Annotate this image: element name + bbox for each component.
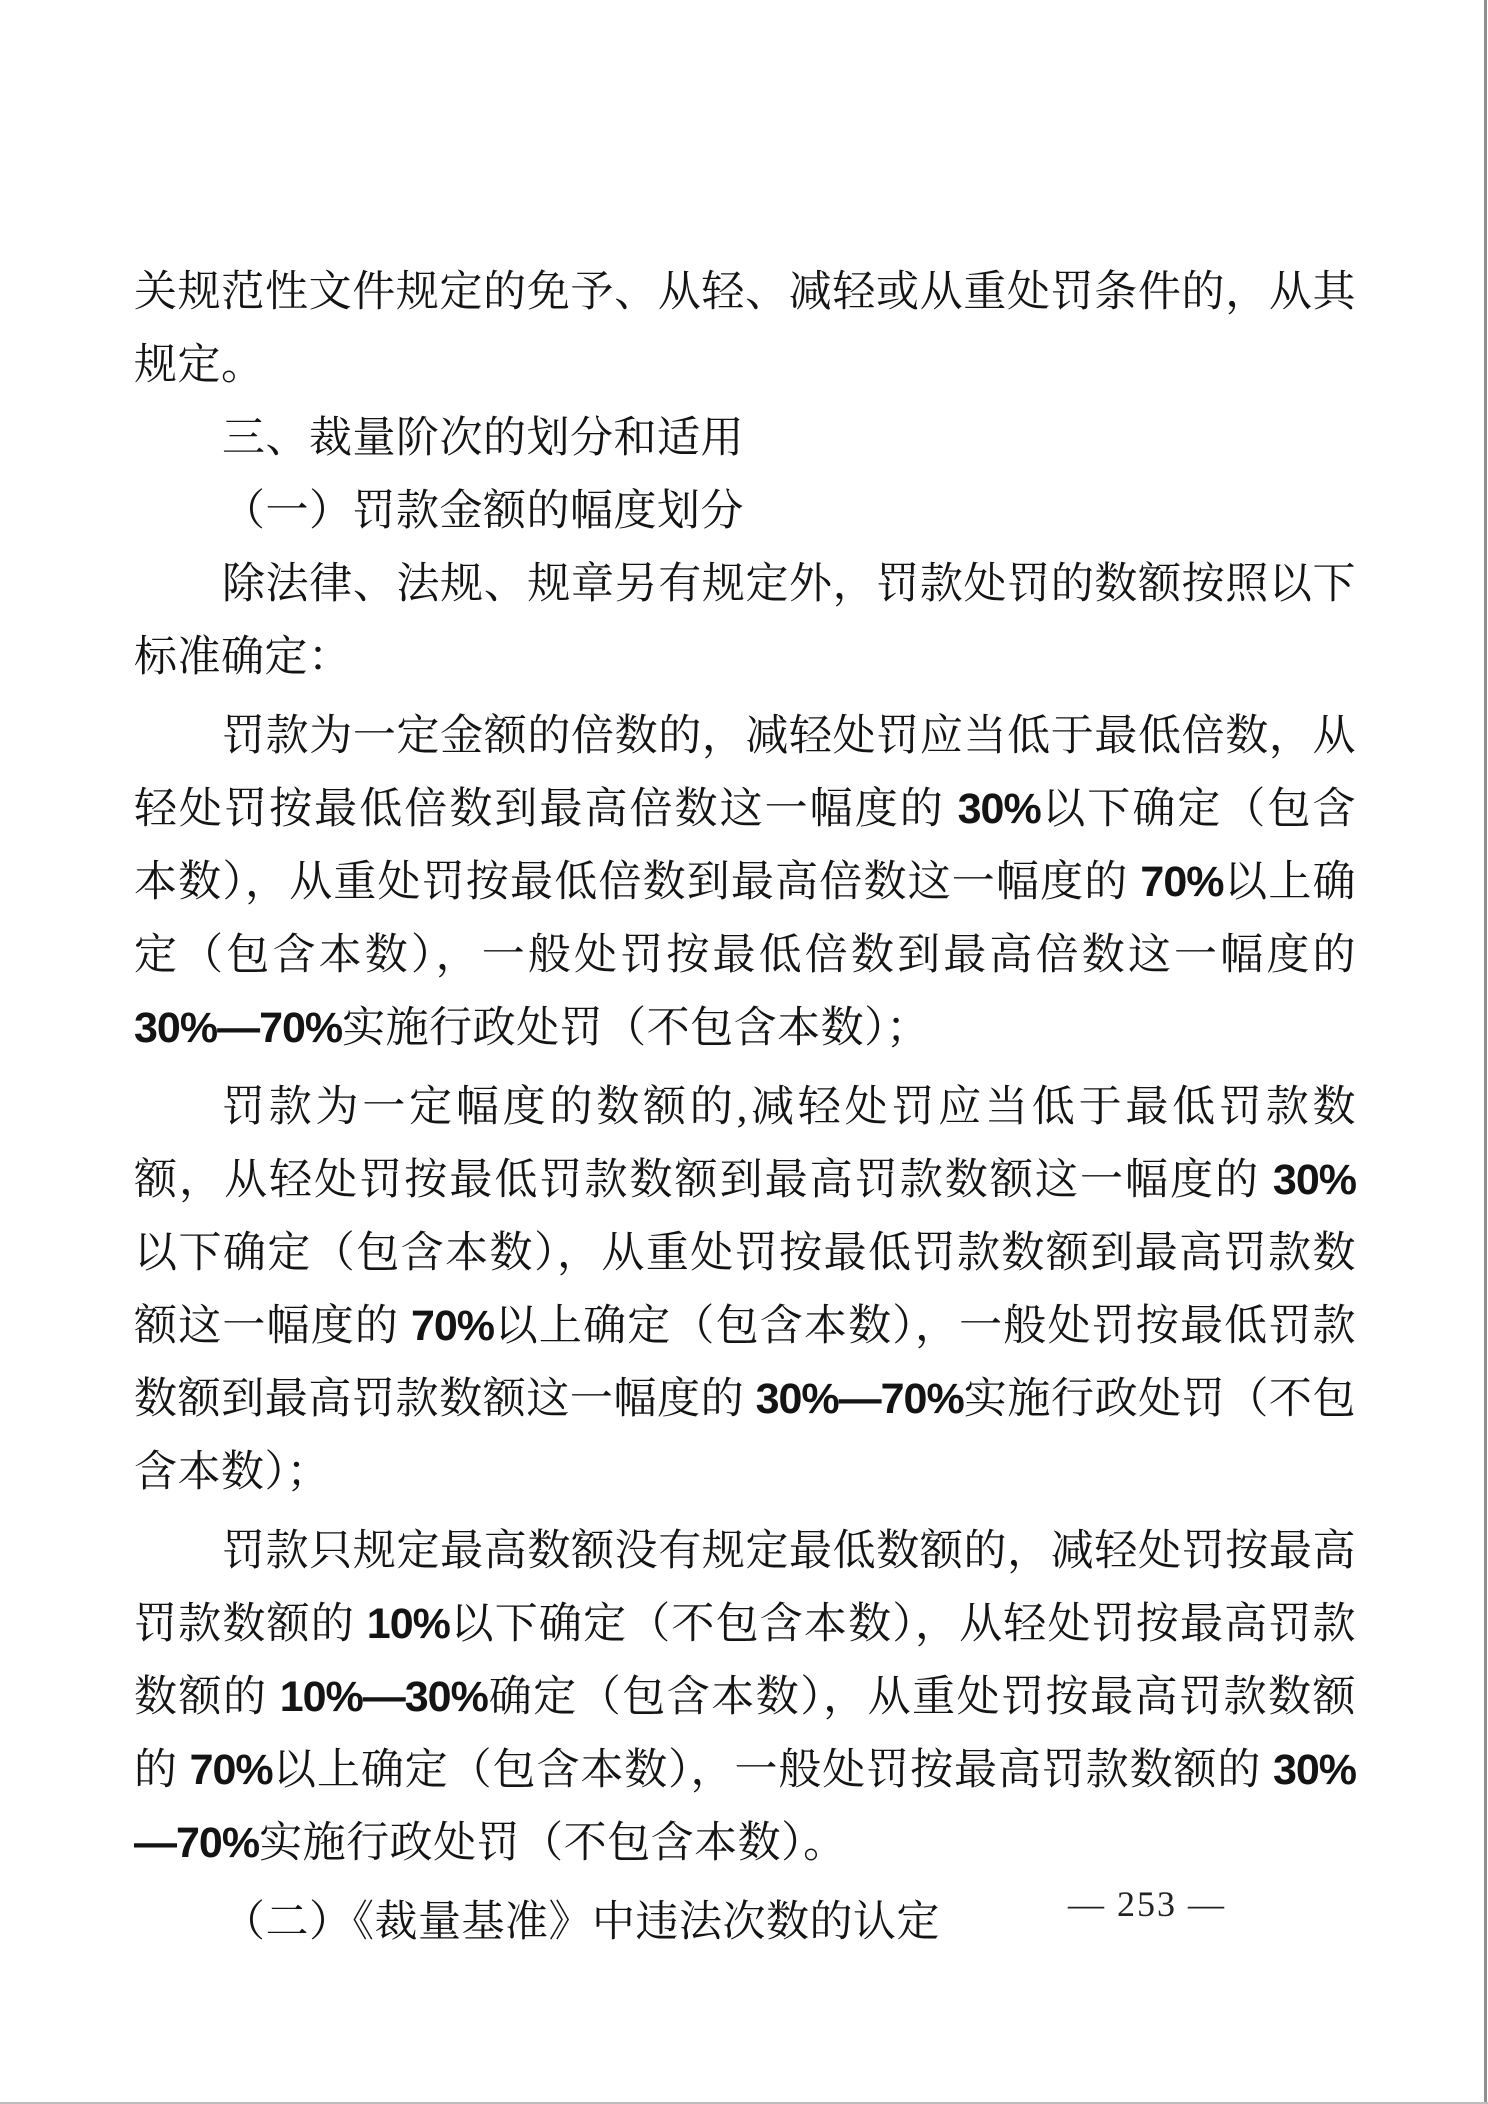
continuation-paragraph: 关规范性文件规定的免予、从轻、减轻或从重处罚条件的，从其规定。 xyxy=(134,269,1356,389)
intro-paragraph: 除法律、法规、规章另有规定外，罚款处罚的数额按照以下标准确定： xyxy=(134,561,1356,681)
subsection-heading-one: （一）罚款金额的幅度划分 xyxy=(222,488,744,535)
rule-paragraph-max-only: 罚款只规定最高数额没有规定最低数额的，减轻处罚按最高罚款数额的 10%以下确定（不包含本数），从轻处罚按最高罚款数额的 10%—30%确定（包含本数），从重处罚按最高罚款数额的 70%以上确定（包含本数），一般处罚按最高罚款数额的 30%—70%实施行政处罚（不包含本数）。 xyxy=(134,1528,1357,1867)
document-body xyxy=(134,256,1356,1959)
subsection-heading-two: （二）《裁量基准》中违法次数的认定 xyxy=(222,1899,940,1946)
section-heading-three: 三、裁量阶次的划分和适用 xyxy=(222,415,744,462)
rule-paragraph-multiples: 罚款为一定金额的倍数的，减轻处罚应当低于最低倍数，从轻处罚按最低倍数到最高倍数这一幅度的 30%以下确定（包含本数），从重处罚按最低倍数到最高倍数这一幅度的 70%以上确定（包含本数），一般处罚按最低倍数到最高倍数这一幅度的 30%—70%实施行政处罚（不包含本数）； xyxy=(134,713,1357,1052)
page-number: — 253 — xyxy=(1068,1884,1226,1924)
rule-paragraph-amount-range: 罚款为一定幅度的数额的,减轻处罚应当低于最低罚款数额，从轻处罚按最低罚款数额到最高罚款数额这一幅度的 30%以下确定（包含本数），从重处罚按最低罚款数额到最高罚款数额这一幅度的 70%以上确定（包含本数），一般处罚按最低罚款数额到最高罚款数额这一幅度的 30%—70%实施行政处罚（不包含本数）； xyxy=(134,1084,1357,1496)
page-edge-right xyxy=(1484,0,1487,2104)
